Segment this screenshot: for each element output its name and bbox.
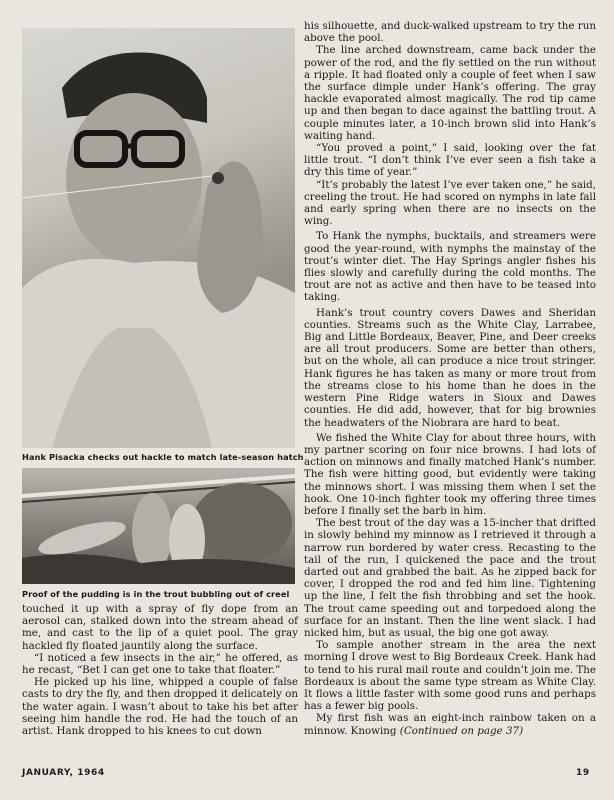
article-column-right	[304, 20, 596, 737]
issue-date: JANUARY, 1964	[22, 768, 105, 778]
article-paragraph: The line arched downstream, came back under the power of the rod, and the fly settled on the run without a ripple. It had floated only a couple of feet when I saw the surface dimple under Hank’s offering. The gray hackle evaporated almost magically. The rod tip came up and then began to dace against the battling trout. A couple minutes later, a 10-inch brown slid into Hank’s waiting hand.	[304, 44, 596, 142]
page-number: 19	[576, 768, 590, 778]
article-paragraph: The best trout of the day was a 15-incher that drifted in slowly behind my minnow as I retrieved it through a narrow run bordered by water cress. Recasting to the tail of the run, I quickened the pace and the trout darted out and grabbed the bait. As he zipped back for cover, I dropped the rod and fed him line. Tightening up the line, I felt the fish throbbing and set the hook. The trout came speeding out and torpedoed along the surface for an instant. Then the line went slack. I had nicked him, but as usual, the big one got away.	[304, 517, 596, 639]
article-paragraph: We fished the White Clay for about three hours, with my partner scoring on four nice browns. I had lots of action on minnows and finally matched Hank’s number. The fish were hitting good, but evidently were taking the minnows short. I was missing them when I set the hook. One 10-inch fighter took my offering three times before I finally set the barb in him.	[304, 431, 596, 517]
article-paragraph: touched it up with a spray of fly dope from an aerosol can, stalked down into the stream ahead of me, and cast to the lip of a quiet pool. The gray hackled fly floated jauntily along the surface.	[22, 603, 298, 652]
article-paragraph: To Hank the nymphs, bucktails, and streamers were good the year-round, with nymphs the mainstay of the trout’s winter diet. The Hay Springs angler fishes his flies slowly and carefully during the cold months. The trout are not as active and then have to be teased into taking.	[304, 230, 596, 304]
article-paragraph: his silhouette, and duck-walked upstream to try the run above the pool.	[304, 20, 596, 45]
continuation-note: (Continued on page 37)	[399, 724, 524, 737]
photo-caption: Proof of the pudding is in the trout bubbling out of creel	[22, 589, 290, 599]
article-paragraph: “It’s probably the latest I’ve ever taken one,” he said, creeling the trout. He had scored on nymphs in late fall and early spring when there are no insects on the wing.	[304, 178, 596, 228]
angler-illustration	[22, 28, 295, 448]
trout-creel-illustration	[22, 468, 295, 584]
photo-caption: Hank Pisacka checks out hackle to match late-season hatch	[22, 452, 304, 462]
article-paragraph: He picked up his line, whipped a couple of false casts to dry the fly, and then dropped it delicately on the water again. I wasn’t about to take his bet after seeing him handle the rod. He had the touch of an artist. Hank dropped to his knees to cut down	[22, 676, 298, 738]
photo-angler-examining-fly	[22, 28, 295, 448]
article-paragraph: “I noticed a few insects in the air,” he offered, as he recast, “Bet I can get one to take that floater.”	[22, 651, 298, 677]
article-paragraph	[304, 712, 596, 736]
article-paragraph: To sample another stream in the area the next morning I drove west to Big Bordeaux Creek. Hank had to tend to his rural mail route and couldn’t join me. The Bordeaux is about the same type stream as White Clay. It flows a little faster with some good runs and perhaps has a fewer big pools.	[304, 639, 596, 713]
article-paragraph: Hank’s trout country covers Dawes and Sheridan counties. Streams such as the White Clay, Larrabee, Big and Little Bordeaux, Beaver, Pine, and Deer creeks are all trout producers. Some are better than others, but on the whole, all can produce a nice trout stringer. Hank figures he has taken as many or more trout from the streams close to his home than he does in the western Pine Ridge waters in Sioux and Dawes counties. He did add, however, that for big brownies the headwaters of the Niobrara are hard to beat.	[304, 306, 596, 429]
article-paragraph: “You proved a point,” I said, looking over the fat little trout. “I don’t think I’ve ever seen a fish take a dry this time of year.”	[304, 142, 596, 179]
paragraph-text: My first fish was an eight-inch rainbow taken on a minnow. Knowing	[304, 712, 596, 737]
photo-trout-creel	[22, 468, 295, 584]
article-column-left	[22, 603, 298, 737]
